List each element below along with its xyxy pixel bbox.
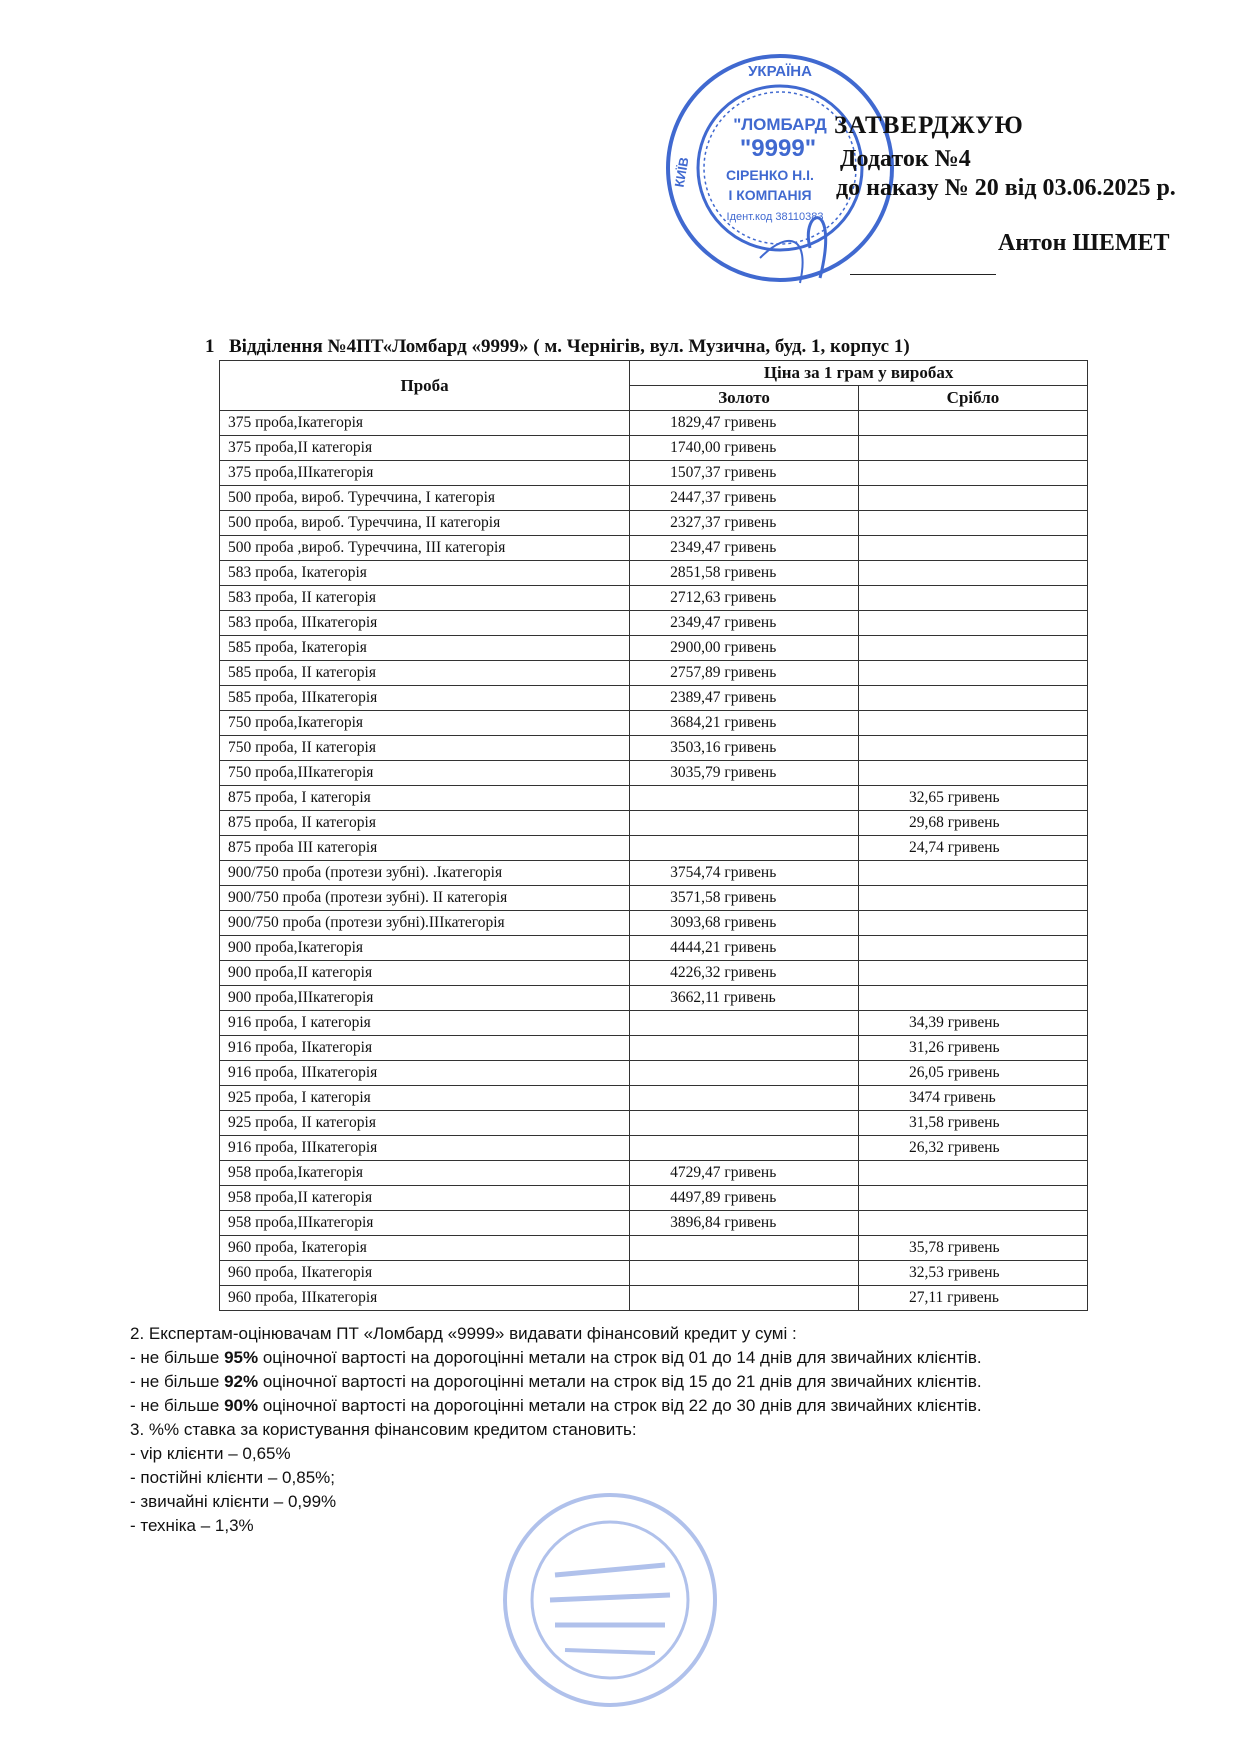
rate-line: - постійні клієнти – 0,85%; [130, 1468, 335, 1487]
row-silver-price [858, 961, 1087, 986]
row-proba: 958 проба,ІІІкатегорія [220, 1211, 630, 1236]
row-silver-price [858, 736, 1087, 761]
stamp-left-text: КИЇВ [671, 156, 692, 189]
row-proba: 750 проба,ІІІкатегорія [220, 761, 630, 786]
row-gold-price: 2712,63 гривень [630, 586, 859, 611]
table-row [220, 1161, 1088, 1186]
row-proba: 958 проба,Ікатегорія [220, 1161, 630, 1186]
stamp-line-3: СІРЕНКО Н.І. [726, 167, 814, 183]
row-gold-price: 3662,11 гривень [630, 986, 859, 1011]
row-gold-price [630, 1236, 859, 1261]
table-row [220, 1286, 1088, 1311]
row-proba: 960 проба, Ікатегорія [220, 1236, 630, 1261]
rate-line: - звичайні клієнти – 0,99% [130, 1492, 337, 1511]
row-proba: 750 проба,Ікатегорія [220, 711, 630, 736]
credit-line: - не більше 92% оціночної вартості на дорогоцінні метали на строк від 15 до 21 днів для звичайних клієнтів. [130, 1372, 982, 1391]
row-silver-price [858, 1161, 1087, 1186]
row-proba: 916 проба, І категорія [220, 1011, 630, 1036]
table-row [220, 986, 1088, 1011]
row-proba: 900/750 проба (протези зубні). ІІ категорія [220, 886, 630, 911]
table-row [220, 1086, 1088, 1111]
row-silver-price [858, 686, 1087, 711]
header-proba: Проба [220, 361, 630, 411]
credit-line: - не більше 95% оціночної вартості на дорогоцінні метали на строк від 01 до 14 днів для звичайних клієнтів. [130, 1348, 982, 1367]
stamp-top-text: УКРАЇНА [748, 63, 812, 80]
row-silver-price [858, 486, 1087, 511]
row-gold-price: 4729,47 гривень [630, 1161, 859, 1186]
table-row [220, 861, 1088, 886]
row-silver-price [858, 561, 1087, 586]
row-gold-price: 2757,89 гривень [630, 661, 859, 686]
row-gold-price: 3684,21 гривень [630, 711, 859, 736]
header-gold: Золото [630, 386, 859, 411]
row-silver-price [858, 511, 1087, 536]
row-silver-price [858, 886, 1087, 911]
row-proba: 585 проба, ІІ категорія [220, 661, 630, 686]
table-row [220, 1186, 1088, 1211]
row-silver-price [858, 436, 1087, 461]
row-proba: 958 проба,ІІ категорія [220, 1186, 630, 1211]
row-silver-price: 35,78 гривень [858, 1236, 1087, 1261]
row-proba: 585 проба, ІІІкатегорія [220, 686, 630, 711]
row-silver-price: 32,53 гривень [858, 1261, 1087, 1286]
table-row [220, 836, 1088, 861]
table-row [220, 586, 1088, 611]
row-silver-price [858, 411, 1087, 436]
row-proba: 900 проба,Ікатегорія [220, 936, 630, 961]
rate-line: - vip клієнти – 0,65% [130, 1444, 291, 1463]
approve-label: ЗАТВЕРДЖУЮ [834, 112, 1024, 139]
row-proba: 916 проба, ІІІкатегорія [220, 1061, 630, 1086]
table-row [220, 661, 1088, 686]
row-silver-price: 24,74 гривень [858, 836, 1087, 861]
row-silver-price [858, 586, 1087, 611]
row-gold-price [630, 1261, 859, 1286]
row-silver-price [858, 1186, 1087, 1211]
table-row [220, 486, 1088, 511]
table-row [220, 561, 1088, 586]
table-row [220, 1136, 1088, 1161]
row-proba: 500 проба ,вироб. Туреччина, ІІІ категорія [220, 536, 630, 561]
row-gold-price: 4444,21 гривень [630, 936, 859, 961]
row-silver-price: 3474 гривень [858, 1086, 1087, 1111]
table-row [220, 786, 1088, 811]
row-proba: 500 проба, вироб. Туреччина, І категорія [220, 486, 630, 511]
row-gold-price: 3093,68 гривень [630, 911, 859, 936]
table-row [220, 811, 1088, 836]
row-proba: 960 проба, ІІІкатегорія [220, 1286, 630, 1311]
row-silver-price [858, 461, 1087, 486]
row-gold-price: 3035,79 гривень [630, 761, 859, 786]
row-gold-price [630, 836, 859, 861]
section-number: 1 [205, 336, 215, 357]
row-silver-price [858, 536, 1087, 561]
table-row [220, 961, 1088, 986]
stamp-line-1: "ЛОМБАРД [733, 115, 827, 134]
row-silver-price [858, 636, 1087, 661]
row-gold-price: 2389,47 гривень [630, 686, 859, 711]
row-gold-price: 2349,47 гривень [630, 611, 859, 636]
row-gold-price [630, 1036, 859, 1061]
row-proba: 916 проба, ІІкатегорія [220, 1036, 630, 1061]
table-row [220, 686, 1088, 711]
table-row [220, 411, 1088, 436]
row-gold-price: 2327,37 гривень [630, 511, 859, 536]
row-proba: 583 проба, ІІІкатегорія [220, 611, 630, 636]
row-proba: 375 проба,ІІ категорія [220, 436, 630, 461]
annex-label: Додаток №4 [840, 146, 971, 172]
row-gold-price [630, 1086, 859, 1111]
table-row [220, 436, 1088, 461]
row-silver-price: 31,26 гривень [858, 1036, 1087, 1061]
row-silver-price [858, 986, 1087, 1011]
stamp-bottom-text: Ідент.код 38110383 [726, 211, 824, 223]
table-row [220, 511, 1088, 536]
row-gold-price [630, 811, 859, 836]
row-proba: 875 проба ІІІ категорія [220, 836, 630, 861]
row-gold-price: 3503,16 гривень [630, 736, 859, 761]
row-gold-price: 4226,32 гривень [630, 961, 859, 986]
table-row [220, 1211, 1088, 1236]
row-silver-price [858, 611, 1087, 636]
row-gold-price: 1507,37 гривень [630, 461, 859, 486]
row-gold-price [630, 1111, 859, 1136]
table-row [220, 636, 1088, 661]
row-proba: 900 проба,ІІІкатегорія [220, 986, 630, 1011]
header-price: Ціна за 1 грам у виробах [630, 361, 1088, 386]
table-row [220, 461, 1088, 486]
row-gold-price: 3571,58 гривень [630, 886, 859, 911]
row-silver-price [858, 661, 1087, 686]
row-silver-price [858, 911, 1087, 936]
row-gold-price [630, 786, 859, 811]
row-proba: 583 проба, Ікатегорія [220, 561, 630, 586]
row-gold-price [630, 1286, 859, 1311]
signer-name: Антон ШЕМЕТ [998, 230, 1170, 256]
row-proba: 900 проба,ІІ категорія [220, 961, 630, 986]
table-row [220, 1261, 1088, 1286]
row-proba: 925 проба, І категорія [220, 1086, 630, 1111]
row-silver-price [858, 761, 1087, 786]
row-gold-price: 2447,37 гривень [630, 486, 859, 511]
row-silver-price: 34,39 гривень [858, 1011, 1087, 1036]
row-gold-price: 1740,00 гривень [630, 436, 859, 461]
price-table [219, 360, 1088, 1311]
order-reference: до наказу № 20 від 03.06.2025 р. [836, 175, 1176, 201]
row-gold-price: 4497,89 гривень [630, 1186, 859, 1211]
row-gold-price [630, 1136, 859, 1161]
row-gold-price: 3896,84 гривень [630, 1211, 859, 1236]
table-row [220, 711, 1088, 736]
table-row [220, 1011, 1088, 1036]
row-proba: 875 проба, ІІ категорія [220, 811, 630, 836]
table-row [220, 911, 1088, 936]
row-silver-price [858, 711, 1087, 736]
row-proba: 583 проба, ІІ категорія [220, 586, 630, 611]
table-row [220, 736, 1088, 761]
row-gold-price: 2851,58 гривень [630, 561, 859, 586]
row-gold-price: 2900,00 гривень [630, 636, 859, 661]
credit-intro: 2. Експертам-оцінювачам ПТ «Ломбард «9999» видавати фінансовий кредит у сумі : [130, 1324, 797, 1343]
row-silver-price: 32,65 гривень [858, 786, 1087, 811]
rate-intro: 3. %% ставка за користування фінансовим кредитом становить: [130, 1420, 637, 1439]
row-gold-price [630, 1061, 859, 1086]
price-table-body [220, 411, 1088, 1311]
section-title [205, 336, 910, 358]
table-row [220, 1061, 1088, 1086]
row-silver-price: 29,68 гривень [858, 811, 1087, 836]
row-proba: 375 проба,ІІІкатегорія [220, 461, 630, 486]
row-proba: 900/750 проба (протези зубні).ІІІкатегорія [220, 911, 630, 936]
rate-line: - техніка – 1,3% [130, 1516, 254, 1535]
table-row [220, 611, 1088, 636]
table-row [220, 886, 1088, 911]
row-proba: 500 проба, вироб. Туреччина, ІІ категорія [220, 511, 630, 536]
notes-section [130, 1322, 1130, 1538]
stamp-line-4: І КОМПАНІЯ [728, 187, 812, 203]
table-row [220, 1236, 1088, 1261]
row-silver-price [858, 936, 1087, 961]
row-proba: 900/750 проба (протези зубні). .Ікатегорія [220, 861, 630, 886]
table-row [220, 936, 1088, 961]
row-proba: 960 проба, ІІкатегорія [220, 1261, 630, 1286]
row-silver-price: 27,11 гривень [858, 1286, 1087, 1311]
row-gold-price [630, 1011, 859, 1036]
row-proba: 916 проба, ІІІкатегорія [220, 1136, 630, 1161]
row-proba: 875 проба, І категорія [220, 786, 630, 811]
row-gold-price: 2349,47 гривень [630, 536, 859, 561]
row-proba: 925 проба, ІІ категорія [220, 1111, 630, 1136]
table-row [220, 1111, 1088, 1136]
table-row [220, 536, 1088, 561]
row-silver-price: 26,05 гривень [858, 1061, 1087, 1086]
credit-line: - не більше 90% оціночної вартості на дорогоцінні метали на строк від 22 до 30 днів для звичайних клієнтів. [130, 1396, 982, 1415]
row-gold-price: 3754,74 гривень [630, 861, 859, 886]
row-gold-price: 1829,47 гривень [630, 411, 859, 436]
table-row [220, 1036, 1088, 1061]
signature-line [850, 252, 996, 275]
row-proba: 375 проба,Ікатегорія [220, 411, 630, 436]
row-silver-price: 26,32 гривень [858, 1136, 1087, 1161]
row-silver-price [858, 1211, 1087, 1236]
stamp-line-2: "9999" [739, 135, 817, 162]
row-proba: 750 проба, ІІ категорія [220, 736, 630, 761]
table-row [220, 761, 1088, 786]
row-silver-price: 31,58 гривень [858, 1111, 1087, 1136]
row-silver-price [858, 861, 1087, 886]
section-title-text: Відділення №4ПТ«Ломбард «9999» ( м. Чернігів, вул. Музична, буд. 1, корпус 1) [229, 336, 910, 357]
row-proba: 585 проба, Ікатегорія [220, 636, 630, 661]
header-silver: Срібло [858, 386, 1087, 411]
